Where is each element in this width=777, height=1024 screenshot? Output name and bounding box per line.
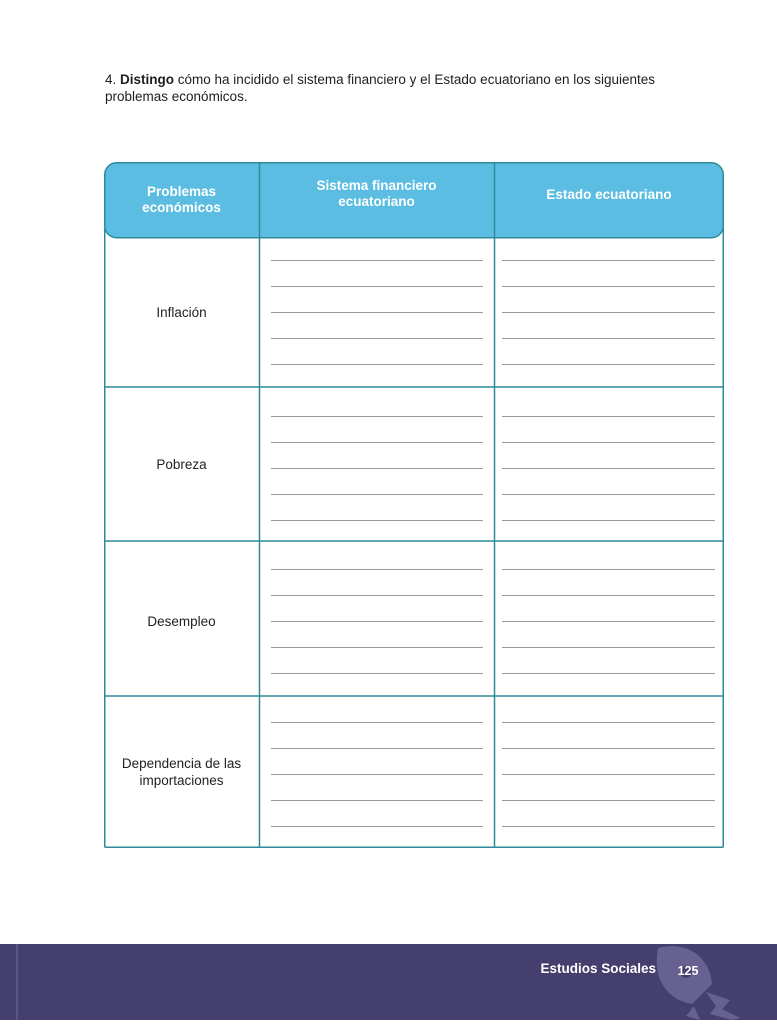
footer-stripe: [16, 944, 18, 1020]
answer-line[interactable]: [502, 468, 715, 469]
economic-problems-table: [104, 162, 724, 848]
answer-line[interactable]: [502, 312, 715, 313]
header-estado: Estado ecuatoriano: [546, 187, 672, 202]
row-label-desempleo: Desempleo: [147, 613, 216, 629]
answer-line[interactable]: [271, 260, 483, 261]
header-sistema-financiero: Sistema financiero ecuatoriano: [316, 178, 437, 209]
instruction-verb: Distingo: [120, 72, 175, 87]
answer-line[interactable]: [502, 774, 715, 775]
page-number: 125: [677, 964, 699, 978]
answer-line[interactable]: [502, 520, 715, 521]
answer-line[interactable]: [271, 494, 483, 495]
instruction-text: [105, 71, 705, 105]
answer-line[interactable]: [271, 826, 483, 827]
answer-line[interactable]: [271, 621, 483, 622]
answer-line[interactable]: [502, 286, 715, 287]
answer-line[interactable]: [271, 416, 483, 417]
answer-line[interactable]: [271, 569, 483, 570]
answer-line[interactable]: [502, 621, 715, 622]
answer-line[interactable]: [271, 442, 483, 443]
answer-line[interactable]: [271, 722, 483, 723]
header-problemas: Problemas económicos: [142, 184, 221, 215]
answer-line[interactable]: [502, 826, 715, 827]
answer-line[interactable]: [502, 416, 715, 417]
answer-line[interactable]: [502, 647, 715, 648]
answer-line[interactable]: [271, 800, 483, 801]
answer-line[interactable]: [271, 595, 483, 596]
answer-line[interactable]: [271, 338, 483, 339]
answer-line[interactable]: [502, 673, 715, 674]
bottom-margin: [0, 1020, 777, 1024]
answer-line[interactable]: [502, 748, 715, 749]
answer-line[interactable]: [502, 569, 715, 570]
answer-line[interactable]: [271, 647, 483, 648]
answer-line[interactable]: [502, 442, 715, 443]
rocket-icon: [648, 944, 748, 1020]
answer-line[interactable]: [271, 774, 483, 775]
answer-line[interactable]: [271, 748, 483, 749]
answer-line[interactable]: [502, 722, 715, 723]
answer-line[interactable]: [502, 800, 715, 801]
answer-line[interactable]: [502, 260, 715, 261]
answer-line[interactable]: [502, 338, 715, 339]
answer-line[interactable]: [271, 520, 483, 521]
footer-subject: Estudios Sociales: [540, 961, 656, 976]
answer-line[interactable]: [502, 494, 715, 495]
page-footer: [0, 944, 777, 1020]
answer-line[interactable]: [502, 364, 715, 365]
answer-line[interactable]: [271, 286, 483, 287]
instruction-body: cómo ha incidido el sistema financiero y el Estado ecuatoriano en los siguientes problemas económicos.: [105, 72, 656, 104]
answer-line[interactable]: [271, 312, 483, 313]
answer-line[interactable]: [502, 595, 715, 596]
row-label-pobreza: Pobreza: [156, 456, 207, 472]
answer-line[interactable]: [271, 468, 483, 469]
answer-line[interactable]: [271, 673, 483, 674]
answer-line[interactable]: [271, 364, 483, 365]
row-label-inflacion: Inflación: [156, 305, 207, 320]
row-label-dependencia: Dependencia de las importaciones: [121, 755, 242, 788]
instruction-number: 4.: [105, 72, 117, 87]
